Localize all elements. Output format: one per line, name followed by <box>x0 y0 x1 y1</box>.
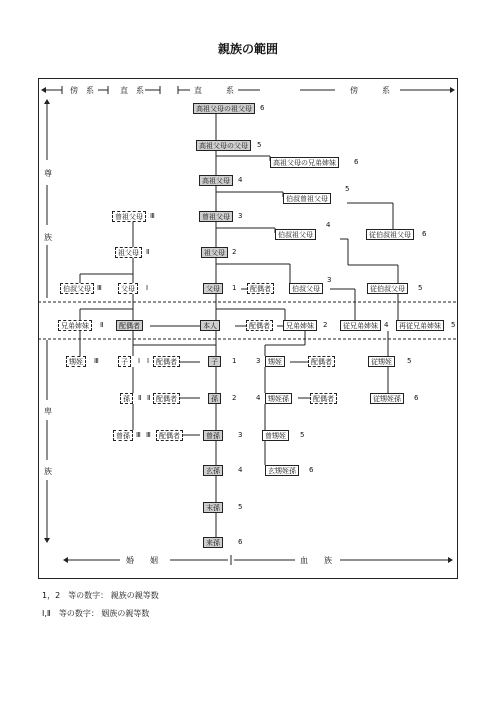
node-haigusha-upper: 配偶者 <box>247 283 274 294</box>
node-haigusha-sibling: 配偶者 <box>246 320 273 331</box>
node-koso-kyodai: 高祖父母の兄弟姉妹 <box>270 157 339 168</box>
node-honnin: 本人 <box>200 320 220 331</box>
degree-ko: 1 <box>232 357 237 365</box>
degree-koso: 4 <box>238 176 243 184</box>
node-himago: 曾孫 <box>203 430 223 441</box>
side-label-son: 尊 <box>44 169 52 178</box>
node-sofubo-inseki: 祖父母 <box>115 247 142 258</box>
degree-himago-inseki-2: Ⅲ <box>146 431 151 439</box>
node-koso-sofubo: 高祖父母の祖父母 <box>193 103 255 114</box>
degree-kyodai-inseki: Ⅱ <box>100 321 104 329</box>
degree-kyodai: 2 <box>323 321 328 329</box>
degree-ju-hakushuku-sofubo: 6 <box>422 230 427 238</box>
degree-koso-sofubo: 6 <box>260 104 265 112</box>
node-haigusha-mago: 配偶者 <box>153 393 180 404</box>
degree-ju-oimago: 6 <box>414 394 419 402</box>
degree-hakushuku-fubo-inseki: Ⅲ <box>97 284 102 292</box>
degree-ju-oi: 5 <box>407 357 412 365</box>
node-fubo: 父母 <box>203 283 223 294</box>
node-haigusha-spouse: 配偶者 <box>116 320 143 331</box>
node-sofubo3-inseki: 曾祖父母 <box>112 211 146 222</box>
node-ju-oi: 従甥姪 <box>368 356 395 367</box>
legend-line-2: Ⅰ,Ⅱ 等の数字： 姻族の親等数 <box>42 609 150 618</box>
degree-koso-kyodai: 6 <box>354 158 359 166</box>
header-boukei-right: 傍 系 <box>350 86 390 95</box>
node-genson: 玄孫 <box>203 465 223 476</box>
node-himago-inseki: 曾孫 <box>113 430 133 441</box>
degree-genson: 4 <box>238 466 243 474</box>
footer-ketsuzoku: 血 族 <box>300 556 332 565</box>
node-sou-oi: 曾甥姪 <box>262 430 289 441</box>
node-koso: 高祖父母 <box>199 175 233 186</box>
side-label-hi: 卑 <box>44 407 52 416</box>
degree-sofubo3-inseki: Ⅲ <box>150 212 155 220</box>
node-ko-inseki: 子 <box>118 356 131 367</box>
node-hakushuku-fubo: 伯叔父母 <box>289 283 323 294</box>
node-oi-mago: 甥姪孫 <box>265 393 292 404</box>
node-haigusha-oi: 配偶者 <box>308 356 335 367</box>
degree-hakushuku-fubo: 3 <box>327 276 332 284</box>
degree-oimago-prefix: 4 <box>256 394 261 402</box>
degree-mago-inseki: Ⅱ <box>138 394 142 402</box>
node-raison: 来孫 <box>203 537 223 548</box>
node-haigusha-ko: 配偶者 <box>153 356 180 367</box>
side-label-zoku-lower: 族 <box>44 467 52 476</box>
page-title: 親族の範囲 <box>217 42 278 56</box>
degree-ko-inseki: Ⅰ <box>138 357 141 365</box>
degree-hakushuku-sofubo2: 4 <box>326 221 331 229</box>
node-ju-oimago: 従甥姪孫 <box>370 393 404 404</box>
degree-fubo: 1 <box>232 284 237 292</box>
degree-fubo-inseki: Ⅰ <box>146 284 149 292</box>
degree-sofubo-inseki: Ⅱ <box>146 248 150 256</box>
node-kyodai: 兄弟姉妹 <box>283 320 317 331</box>
node-koso-fubo: 高祖父母の父母 <box>196 140 251 151</box>
degree-himago: 3 <box>238 431 243 439</box>
degree-oi-prefix: 3 <box>256 357 261 365</box>
node-gen-oi: 玄甥姪孫 <box>265 465 299 476</box>
degree-saiju-kyodai: 5 <box>451 321 456 329</box>
node-matsuson: 末孫 <box>203 502 223 513</box>
node-sofubo3: 曾祖父母 <box>199 211 233 222</box>
node-ju-hakushuku-fubo: 従伯叔父母 <box>367 283 408 294</box>
node-hakushuku-sofubo2: 伯叔祖父母 <box>275 229 316 240</box>
node-hakushuku-sofubo: 伯叔曾祖父母 <box>283 193 331 204</box>
degree-oi-inseki: Ⅲ <box>94 357 99 365</box>
footer-inseki: 婚 姻 <box>126 556 158 565</box>
node-mago: 孫 <box>208 393 221 404</box>
degree-sofubo3: 3 <box>238 212 243 220</box>
degree-hakushuku-sofubo: 5 <box>345 185 350 193</box>
degree-matsuson: 5 <box>238 503 243 511</box>
degree-himago-inseki: Ⅲ <box>136 431 141 439</box>
legend-line-1: 1，2 等の数字： 親族の親等数 <box>42 591 159 600</box>
header-boukei-left: 傍 系 <box>70 86 94 95</box>
header-chokkei-center: 直 系 <box>194 86 234 95</box>
node-ju-hakushuku-sofubo: 従伯叔祖父母 <box>366 229 414 240</box>
node-saiju-kyodai: 再従兄弟姉妹 <box>396 320 444 331</box>
degree-ju-kyodai: 4 <box>384 321 389 329</box>
degree-mago: 2 <box>232 394 237 402</box>
node-haigusha-oimago: 配偶者 <box>310 393 337 404</box>
side-label-zoku-upper: 族 <box>44 233 52 242</box>
node-haigusha-himago: 配偶者 <box>156 430 183 441</box>
degree-raison: 6 <box>238 538 243 546</box>
degree-gen-oi: 6 <box>309 466 314 474</box>
node-sofubo: 祖父母 <box>201 247 228 258</box>
node-fubo-inseki: 父母 <box>118 283 138 294</box>
node-kyodai-inseki: 兄弟姉妹 <box>58 320 92 331</box>
degree-koso-fubo: 5 <box>257 141 262 149</box>
node-mago-inseki: 孫 <box>120 393 133 404</box>
degree-mago-inseki-2: Ⅱ <box>147 394 151 402</box>
degree-sou-oi: 5 <box>300 431 305 439</box>
degree-ko-inseki-2: Ⅰ <box>147 357 150 365</box>
node-hakushuku-fubo-inseki: 伯叔父母 <box>60 283 94 294</box>
node-oi: 甥姪 <box>265 356 285 367</box>
degree-ju-hakushuku-fubo: 5 <box>418 284 423 292</box>
header-chokkei-left: 直 系 <box>120 86 144 95</box>
node-ju-kyodai: 従兄弟姉妹 <box>340 320 381 331</box>
node-ko: 子 <box>208 356 221 367</box>
node-oi-inseki: 甥姪 <box>66 356 86 367</box>
degree-sofubo: 2 <box>232 248 237 256</box>
